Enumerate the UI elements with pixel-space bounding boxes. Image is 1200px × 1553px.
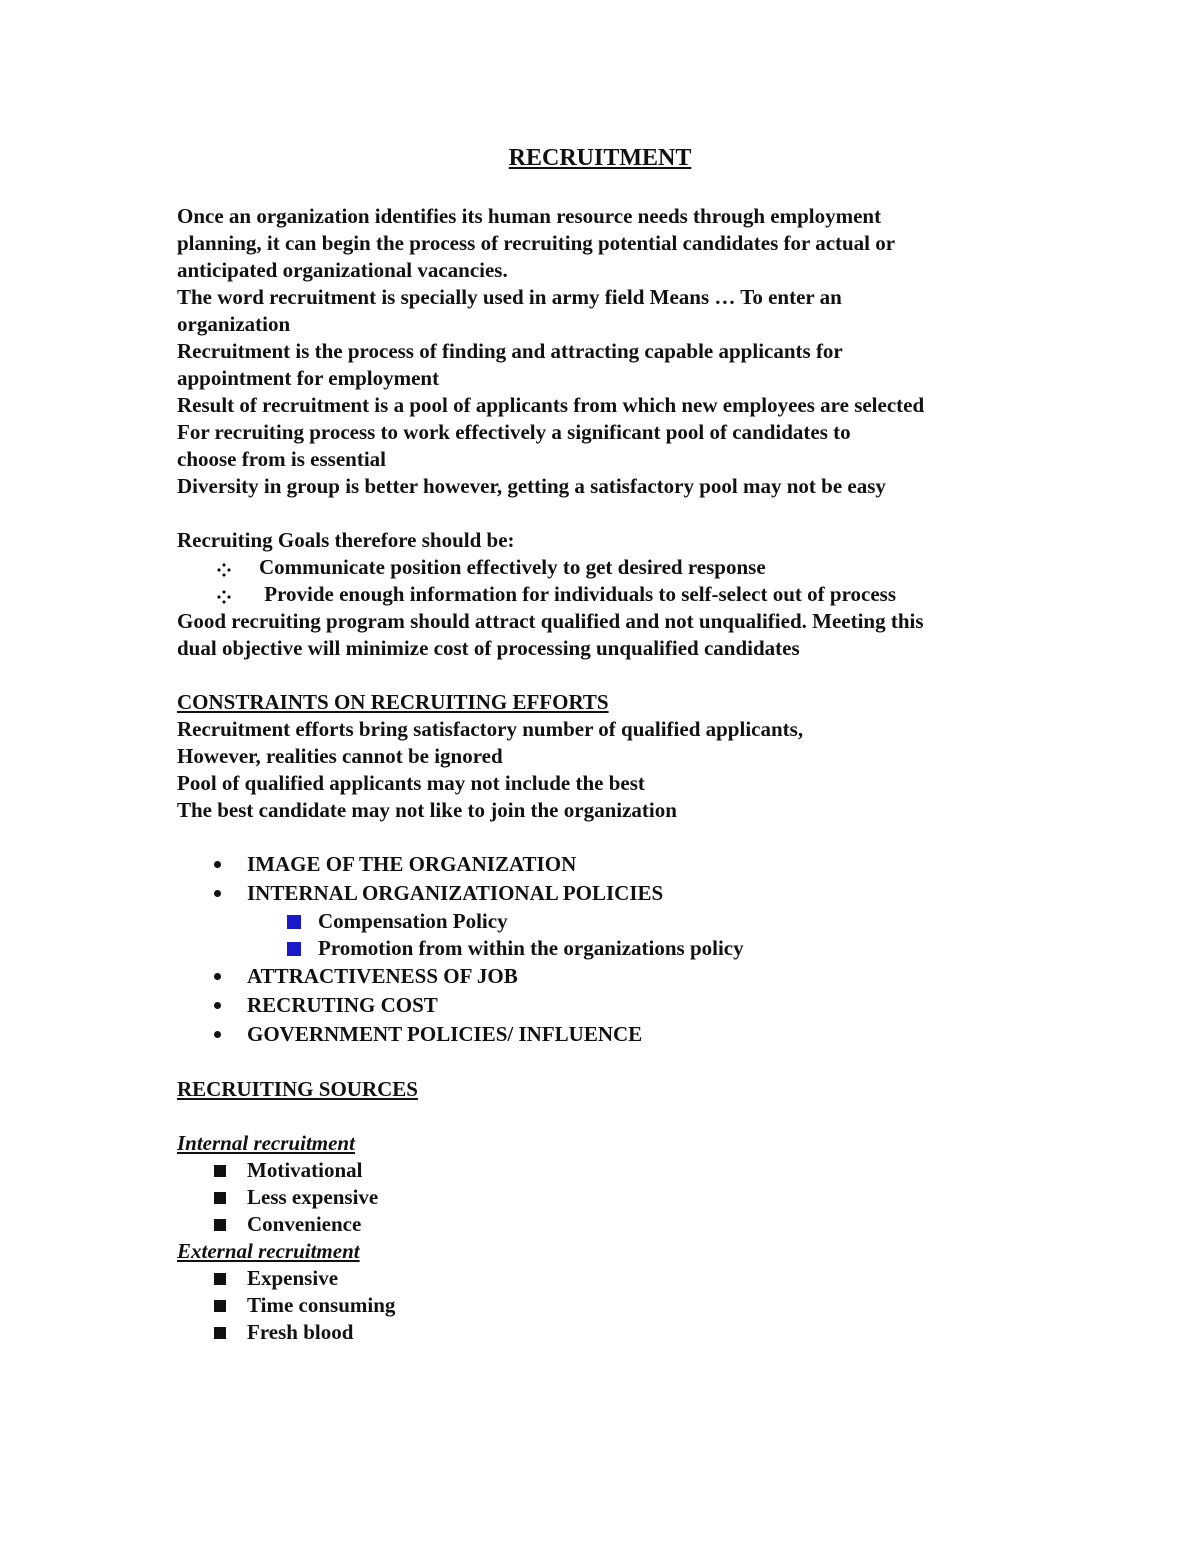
- external-item-text: Time consuming: [247, 1293, 396, 1317]
- intro-line: choose from is essential: [177, 447, 387, 471]
- external-item-text: Fresh blood: [247, 1320, 354, 1344]
- document-body: [177, 143, 1037, 1346]
- external-item: [177, 1319, 1037, 1346]
- goal-item-text: Provide enough information for individuals to self-select out of process: [259, 582, 896, 606]
- external-item: [177, 1265, 1037, 1292]
- internal-item-text: Less expensive: [247, 1185, 379, 1209]
- goal-item: [177, 554, 1037, 581]
- disc-bullet-icon: [214, 1021, 221, 1048]
- spacer: [177, 824, 1037, 851]
- constraint-bullet: [177, 851, 1037, 880]
- sources-section: [177, 1076, 1037, 1346]
- external-item-text: Expensive: [247, 1266, 339, 1290]
- intro-paragraph: [177, 203, 1037, 500]
- constraint-bullet-text: INTERNAL ORGANIZATIONAL POLICIES: [247, 881, 664, 905]
- page-title: RECRUITMENT: [508, 145, 692, 171]
- spacer: [177, 500, 1037, 527]
- external-recruitment-label: External recruitment: [177, 1239, 360, 1263]
- goals-section: [177, 527, 1037, 662]
- intro-line: The word recruitment is specially used in army field Means … To enter an: [177, 285, 842, 309]
- policy-sub-bullet: [177, 935, 1037, 963]
- goals-line: dual objective will minimize cost of processing unqualified candidates: [177, 636, 800, 660]
- constraints-heading: CONSTRAINTS ON RECRUITING EFFORTS: [177, 690, 609, 714]
- spacer: [177, 1049, 1037, 1076]
- constraint-bullet-text: ATTRACTIVENESS OF JOB: [247, 964, 518, 988]
- goals-heading: Recruiting Goals therefore should be:: [177, 528, 515, 552]
- disc-bullet-icon: [214, 851, 221, 878]
- black-square-icon: [214, 1211, 226, 1238]
- policy-sub-bullet: [177, 908, 1037, 935]
- constraint-bullet: [177, 992, 1037, 1021]
- spacer: [177, 1103, 1037, 1130]
- goal-item-text: Communicate position effectively to get desired response: [259, 555, 766, 579]
- policy-sub-bullet-text: Compensation Policy: [318, 909, 508, 933]
- disc-bullet-icon: [214, 963, 221, 990]
- constraint-bullet: [177, 963, 1037, 992]
- constraint-bullet: [177, 880, 1037, 908]
- intro-line: planning, it can begin the process of recruiting potential candidates for actual or: [177, 231, 896, 255]
- goal-item: [177, 581, 1037, 608]
- intro-line: Diversity in group is better however, getting a satisfactory pool may not be easy: [177, 474, 886, 498]
- intro-line: For recruiting process to work effectively a significant pool of candidates to: [177, 420, 851, 444]
- intro-line: appointment for employment: [177, 366, 440, 390]
- black-square-icon: [214, 1265, 226, 1292]
- intro-line: organization: [177, 312, 291, 336]
- four-diamond-star-icon: [217, 581, 231, 608]
- disc-bullet-icon: [214, 992, 221, 1019]
- black-square-icon: [214, 1184, 226, 1211]
- four-diamond-star-icon: [217, 554, 231, 581]
- black-square-icon: [214, 1292, 226, 1319]
- constraints-line: Pool of qualified applicants may not include the best: [177, 771, 645, 795]
- internal-item: [177, 1211, 1037, 1238]
- black-square-icon: [214, 1157, 226, 1184]
- intro-line: Recruitment is the process of finding and attracting capable applicants for: [177, 339, 843, 363]
- black-square-icon: [214, 1319, 226, 1346]
- intro-line: Once an organization identifies its human resource needs through employment: [177, 204, 882, 228]
- intro-line: Result of recruitment is a pool of applicants from which new employees are selected: [177, 393, 925, 417]
- constraints-line: However, realities cannot be ignored: [177, 744, 503, 768]
- internal-item: [177, 1184, 1037, 1211]
- internal-item-text: Convenience: [247, 1212, 362, 1236]
- constraints-line: Recruitment efforts bring satisfactory number of qualified applicants,: [177, 717, 804, 741]
- constraint-bullet: [177, 1021, 1037, 1049]
- external-item: [177, 1292, 1037, 1319]
- spacer: [177, 662, 1037, 689]
- sources-heading: RECRUITING SOURCES: [177, 1077, 418, 1101]
- constraint-bullet-text: RECRUTING COST: [247, 993, 438, 1017]
- intro-line: anticipated organizational vacancies.: [177, 258, 508, 282]
- blue-square-icon: [287, 935, 301, 962]
- goals-line: Good recruiting program should attract qualified and not unqualified. Meeting this: [177, 609, 924, 633]
- internal-item: [177, 1157, 1037, 1184]
- constraints-line: The best candidate may not like to join the organization: [177, 798, 677, 822]
- constraint-bullet-text: IMAGE OF THE ORGANIZATION: [247, 852, 577, 876]
- blue-square-icon: [287, 908, 301, 935]
- constraints-section: [177, 689, 1037, 1049]
- constraint-bullet-text: GOVERNMENT POLICIES/ INFLUENCE: [247, 1022, 643, 1046]
- disc-bullet-icon: [214, 880, 221, 907]
- policy-sub-bullet-text: Promotion from within the organizations policy: [318, 936, 744, 960]
- internal-recruitment-label: Internal recruitment: [177, 1131, 355, 1155]
- internal-item-text: Motivational: [247, 1158, 363, 1182]
